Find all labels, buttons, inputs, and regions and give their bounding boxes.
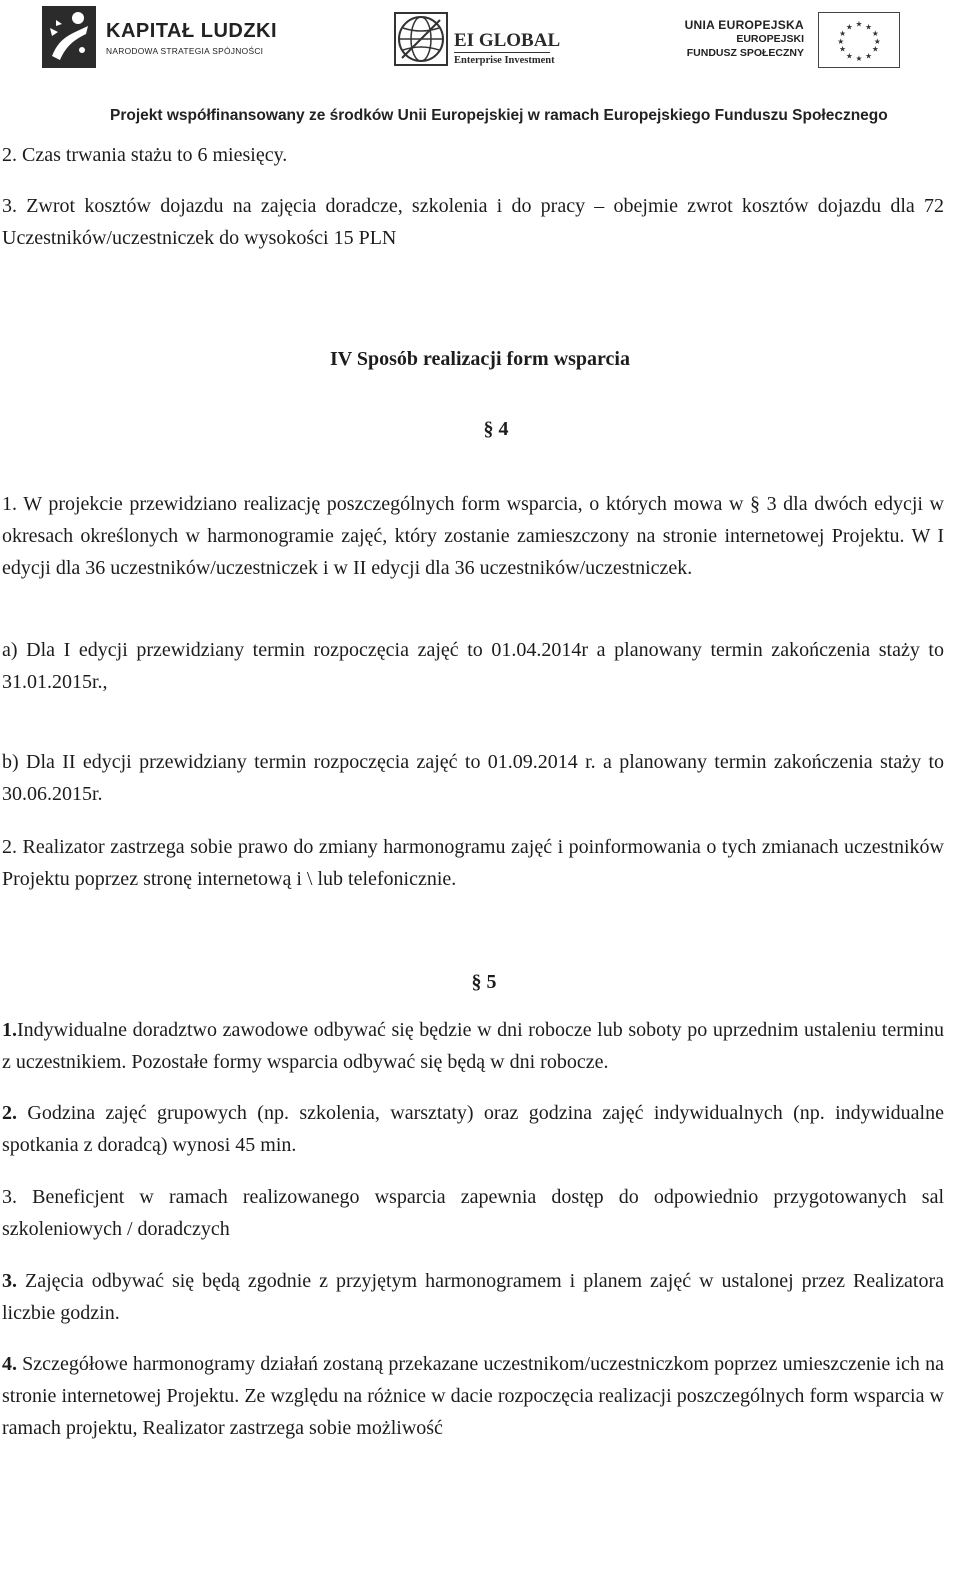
section-5-point-4-number: 4. [2, 1353, 17, 1375]
svg-text:★: ★ [865, 51, 873, 61]
section-5-point-3: 3. Beneficjent w ramach realizowanego wsparcia zapewnia dostęp do odpowiednio przygotowanych sal szkoleniowych / doradczych [2, 1186, 944, 1240]
section-5-point-1-text: Indywidualne doradztwo zawodowe odbywać się będzie w dni robocze lub soboty po uprzednim ustaleniu terminu z uczestnikiem. Pozostałe formy wsparcia odbywać się będą w dni robocze. [2, 1019, 944, 1073]
svg-text:★: ★ [845, 22, 853, 32]
travel-costs-paragraph: 3. Zwrot kosztów dojazdu na zajęcia doradcze, szkolenia i do pracy – obejmie zwrot kosztów dojazdu dla 72 Uczestników/uczestniczek do wysokości 15 PLN [2, 195, 944, 249]
section-4-point-b: b) Dla II edycji przewidziany termin rozpoczęcia zajęć to 01.09.2014 r. a planowany termin zakończenia staży to 30.06.2015r. [2, 751, 944, 805]
intern-duration-paragraph: 2. Czas trwania stażu to 6 miesięcy. [2, 144, 288, 166]
section-5-point-3b-text: Zajęcia odbywać się będą zgodnie z przyjętym harmonogramem i planem zajęć w ustalonej przez Realizatora liczbie godzin. [2, 1270, 944, 1324]
eu-logo-line-1: UNIA EUROPEJSKA [684, 18, 804, 32]
kapital-ludzki-title: KAPITAŁ LUDZKI [106, 20, 278, 42]
section-4-point-1: 1. W projekcie przewidziano realizację poszczególnych form wsparcia, o których mowa w § 3 dla dwóch edycji w okresach określonych w harmonogramie zajęć, który zostanie zamieszczony na stronie internetowej Projektu. W I edycji dla 36 uczestników/uczestniczek i w II edycji dla 36 uczestników/uczestniczek. [2, 493, 944, 579]
section-5-point-3b-number: 3. [2, 1270, 17, 1292]
svg-text:★: ★ [839, 29, 847, 39]
section-5-point-2-text: Godzina zajęć grupowych (np. szkolenia, warsztaty) oraz godzina zajęć indywidualnych (np. indywidualne spotkania z doradcą) wynosi 45 min. [2, 1102, 944, 1156]
eu-flag-icon [818, 12, 900, 68]
svg-text:★: ★ [837, 36, 845, 46]
section-5-point-2 [2, 1097, 944, 1161]
section-5-point-1 [2, 1014, 944, 1078]
svg-text:★: ★ [865, 22, 873, 32]
eu-logo-text [685, 18, 804, 60]
section-heading: IV Sposób realizacji form wsparcia [330, 348, 630, 370]
svg-text:★: ★ [871, 44, 879, 54]
section-4-point-2: 2. Realizator zastrzega sobie prawo do zmiany harmonogramu zajęć i poinformowania o tych zmianach uczestników Projektu poprzez stronę internetową i \ lub telefonicznie. [2, 836, 944, 890]
svg-text:★: ★ [871, 29, 879, 39]
svg-text:★: ★ [855, 54, 863, 64]
globe-icon [394, 12, 448, 66]
ei-global-subtitle: Enterprise Investment [454, 55, 555, 66]
kapital-ludzki-logo [42, 6, 278, 68]
section-5-point-4 [2, 1348, 944, 1444]
paragraph-4-heading: § 4 [483, 418, 509, 440]
kapital-ludzki-emblem-icon [42, 6, 96, 68]
section-5-point-4-text: Szczegółowe harmonogramy działań zostaną przekazane uczestnikom/uczestniczkom poprzez umieszczenie ich na stronie internetowej Projektu. Ze względu na różnice w dacie rozpoczęcia realizacji poszczególnych form wsparcia w ramach projektu, Realizator zastrzega sobie możliwość [2, 1353, 944, 1439]
section-5-point-3b [2, 1265, 944, 1329]
ei-global-title: EI GLOBAL [454, 30, 561, 51]
section-4-point-a: a) Dla I edycji przewidziany termin rozpoczęcia zajęć to 01.04.2014r a planowany termin zakończenia staży to 31.01.2015r., [2, 639, 944, 693]
svg-text:★: ★ [873, 36, 881, 46]
section-5-point-1-number: 1. [2, 1019, 17, 1041]
eu-social-fund-logo [684, 12, 908, 72]
kapital-ludzki-subtitle: NARODOWA STRATEGIA SPÓJNOŚCI [106, 46, 264, 56]
paragraph-5-heading: § 5 [471, 971, 497, 993]
ei-global-divider [454, 52, 550, 53]
eu-logo-line-3: FUNDUSZ SPOŁECZNY [686, 47, 804, 59]
eu-logo-line-2: EUROPEJSKI [736, 33, 804, 45]
svg-text:★: ★ [839, 44, 847, 54]
cofinancing-caption: Projekt współfinansowany ze środków Unii Europejskiej w ramach Europejskiego Funduszu Społecznego [110, 107, 888, 124]
page-header [0, 0, 960, 130]
svg-text:★: ★ [845, 51, 853, 61]
section-5-point-2-number: 2. [2, 1102, 17, 1124]
svg-text:★: ★ [855, 19, 863, 29]
ei-global-logo [394, 12, 564, 70]
